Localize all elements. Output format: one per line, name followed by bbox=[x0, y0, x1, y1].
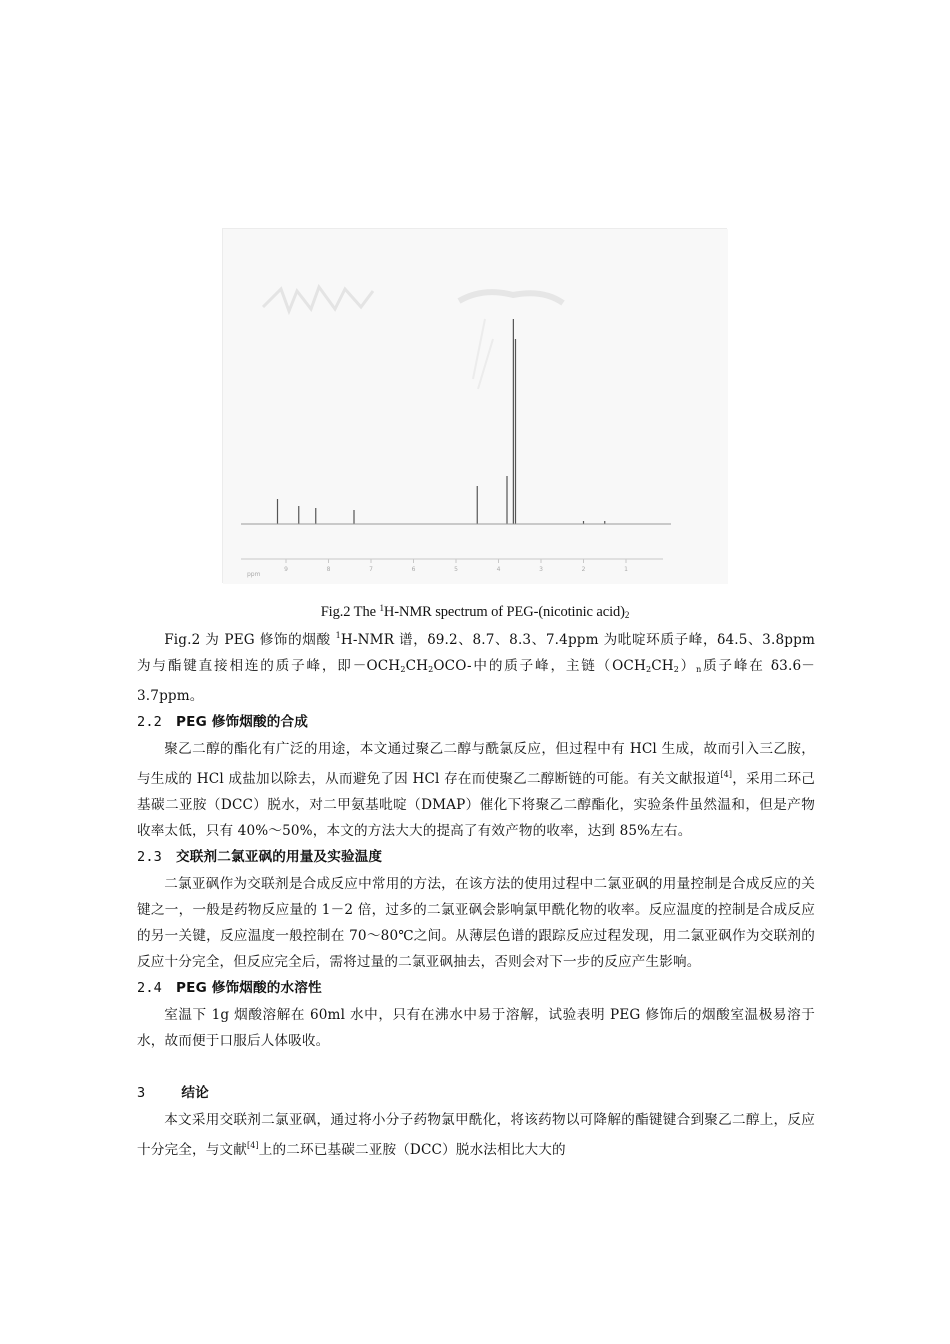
axis-tick-label: 1 bbox=[624, 566, 628, 573]
text-run: ） bbox=[679, 658, 697, 674]
text-run: Fig.2 为 PEG 修饰的烟酸 bbox=[164, 632, 336, 648]
section-2-4-paragraph: 室温下 1g 烟酸溶解在 60ml 水中，只有在沸水中易于溶解，试验表明 PEG 修饰后的烟酸室温极易溶于水，故而便于口服后人体吸收。 bbox=[137, 1007, 815, 1049]
citation-ref: [4] bbox=[246, 1141, 259, 1150]
section-heading-2-3 bbox=[137, 844, 815, 871]
section-2-2-paragraph bbox=[137, 736, 815, 844]
section-title: PEG 修饰烟酸的合成 bbox=[176, 714, 308, 730]
text-run: ，采用二环己基碳二亚胺（DCC）脱水，对二甲氨基吡啶（DMAP）催化下将聚乙二醇酯化，实验条件虽然温和，但是产物收率太低，只有 40%～50%，本文的方法大大的提高了有效产物的收率，达到 85%左右。 bbox=[137, 771, 815, 839]
axis-tick-label: 6 bbox=[411, 566, 416, 573]
nmr-spectrum-plot bbox=[223, 229, 728, 584]
text-run: 本文采用交联剂二氯亚砜，通过将小分子药物氯甲酰化，将该药物以可降解的酯键键合到聚乙二醇上，反应十分完全，与文献 bbox=[137, 1112, 815, 1158]
spacer bbox=[137, 1054, 815, 1080]
caption-text: H-NMR spectrum of PEG-(nicotinic acid) bbox=[383, 604, 625, 620]
nmr-spectrum-figure bbox=[222, 228, 727, 583]
section-heading-3 bbox=[137, 1080, 815, 1107]
text-run: 上的二环已基碳二亚胺（DCC）脱水法相比大大的 bbox=[258, 1142, 566, 1158]
nmr-description-paragraph bbox=[137, 623, 815, 709]
section-heading-2-4 bbox=[137, 975, 815, 1002]
section-title: 结论 bbox=[181, 1085, 209, 1101]
text-run: 质子峰在 δ3.6－3.7ppm。 bbox=[137, 658, 815, 704]
text-run: H-NMR 谱，δ9.2、8.7、8.3、7.4ppm 为吡啶环质子峰，δ4.5、3.8ppm 为与酯键直接相连的质子峰，即－OCH bbox=[137, 632, 815, 674]
axis-tick-label: 8 bbox=[326, 566, 331, 573]
section-title: PEG 修饰烟酸的水溶性 bbox=[176, 980, 322, 996]
section-2-3-paragraph: 二氯亚砜作为交联剂是合成反应中常用的方法，在该方法的使用过程中二氯亚砜的用量控制是合成反应的关键之一，一般是药物反应量的 1－2 倍，过多的二氯亚砜会影响氯甲酰化物的收率。反应温度的控制是合成反应的另一关键，反应温度一般控制在 70～80℃之间。从薄层色谱的跟踪反应过程发现，用二氯亚砜作为交联剂的反应十分完全，但反应完全后，需将过量的二氯亚砜抽去，否则会对下一步的反应产生影响。 bbox=[137, 876, 815, 970]
axis-tick-label: 3 bbox=[539, 566, 543, 573]
figure-caption bbox=[0, 603, 950, 621]
body-text bbox=[137, 623, 815, 1163]
text-run: CH bbox=[651, 658, 674, 674]
axis-tick-label: 2 bbox=[581, 566, 586, 573]
axis-tick-label: 5 bbox=[454, 566, 458, 573]
subscript: 2 bbox=[428, 665, 434, 674]
text-run: CH bbox=[405, 658, 429, 674]
axis-tick-label: 7 bbox=[369, 566, 373, 573]
section-number: 2.4 bbox=[137, 980, 163, 996]
subscript: 2 bbox=[400, 665, 406, 674]
text-run: 聚乙二醇的酯化有广泛的用途，本文通过聚乙二醇与酰氯反应，但过程中有 HCl 生成，故而引入三乙胺，与生成的 HCl 成盐加以除去，从而避免了因 HCl 存在而使聚乙二醇断链的可能。有关文献报道 bbox=[137, 741, 815, 787]
subscript: n bbox=[696, 665, 702, 674]
section-number: 2.3 bbox=[137, 849, 163, 865]
caption-superscript: 1 bbox=[379, 603, 384, 613]
subscript: 2 bbox=[645, 665, 652, 674]
subscript: 2 bbox=[673, 665, 680, 674]
axis-tick-label: 9 bbox=[284, 566, 288, 573]
superscript: 1 bbox=[335, 631, 341, 640]
section-heading-2-2 bbox=[137, 709, 815, 736]
section-title: 交联剂二氯亚砜的用量及实验温度 bbox=[176, 849, 383, 865]
axis-unit: ppm bbox=[247, 571, 261, 578]
caption-subscript: 2 bbox=[624, 610, 630, 620]
axis-tick-label: 4 bbox=[496, 566, 501, 573]
conclusion-paragraph bbox=[137, 1107, 815, 1163]
caption-text: Fig.2 The bbox=[320, 604, 380, 620]
text-run: OCO-中的质子峰，主链（OCH bbox=[433, 658, 646, 674]
section-number: 3 bbox=[137, 1085, 146, 1101]
section-number: 2.2 bbox=[137, 714, 163, 730]
citation-ref: [4] bbox=[720, 770, 733, 779]
